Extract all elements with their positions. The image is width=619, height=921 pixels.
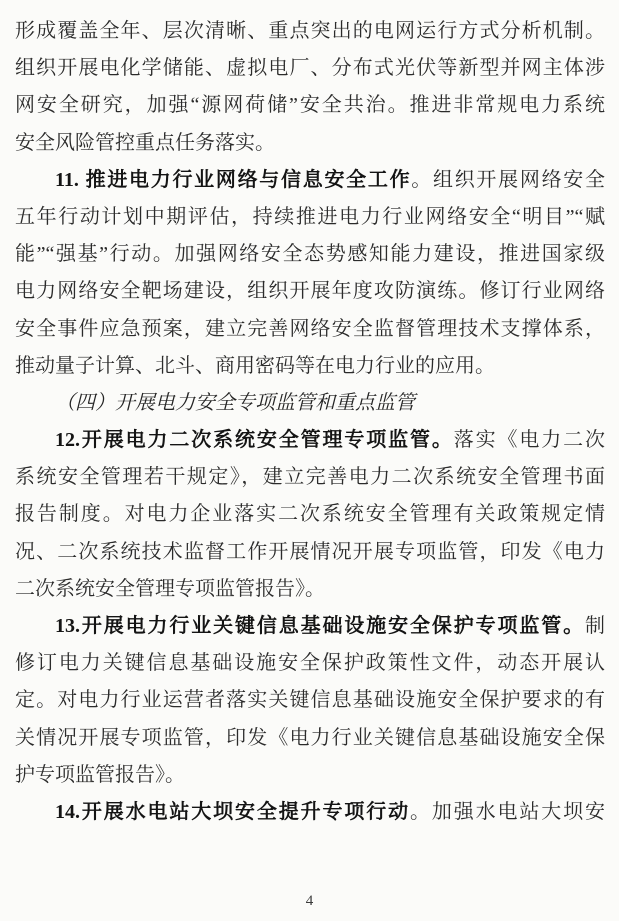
document-line — [15, 311, 605, 348]
line-text: 二次系统安全管理专项监管报告》。 — [15, 577, 325, 600]
line-text: 电力网络安全靶场建设，组织开展年度攻防演练。修订行业网络 — [15, 280, 605, 303]
document-line — [15, 199, 605, 236]
page-number: 4 — [305, 893, 314, 909]
document-line-heading-13 — [15, 608, 605, 645]
line-text: 安全风险管控重点任务落实。 — [15, 131, 275, 154]
document-line-section-4 — [15, 385, 605, 422]
line-text: 五年行动计划中期评估，持续推进电力行业网络安全“明目”“赋 — [15, 205, 605, 228]
document-line — [15, 496, 605, 533]
line-text: 组织开展电化学储能、虚拟电厂、分布式光伏等新型并网主体涉 — [15, 57, 605, 80]
heading-bold-text: 12.开展电力二次系统安全管理专项监管。 — [55, 429, 454, 452]
section-heading-text: （四）开展电力安全专项监管和重点监管 — [55, 391, 415, 414]
line-text: 推动量子计算、北斗、商用密码等在电力行业的应用。 — [15, 354, 495, 377]
heading-bold-text: 14.开展水电站大坝安全提升专项行动 — [55, 800, 410, 823]
document-line — [15, 534, 605, 571]
line-text: 定。对电力行业运营者落实关键信息基础设施安全保护要求的有 — [15, 689, 605, 712]
line-text: 。加强水电站大坝安 — [410, 800, 605, 823]
line-text: 落实《电力二次 — [453, 429, 605, 452]
document-line — [15, 13, 605, 50]
document-line — [15, 348, 605, 385]
document-line — [15, 682, 605, 719]
document-line-heading-11 — [15, 162, 605, 199]
document-line — [15, 645, 605, 682]
line-text: 修订电力关键信息基础设施安全保护政策性文件，动态开展认 — [15, 652, 605, 675]
document-line — [15, 757, 605, 794]
document-line — [15, 87, 605, 124]
line-text: 系统安全管理若干规定》，建立完善电力二次系统安全管理书面 — [15, 466, 605, 489]
line-text: 制 — [585, 615, 605, 637]
line-text: 关情况开展专项监管，印发《电力行业关键信息基础设施安全保 — [15, 726, 605, 749]
line-text: 形成覆盖全年、层次清晰、重点突出的电网运行方式分析机制。 — [15, 20, 605, 42]
line-text: 况、二次系统技术监督工作开展情况开展专项监管，印发《电力 — [15, 540, 605, 563]
document-line — [15, 50, 605, 87]
heading-bold-text: 13.开展电力行业关键信息基础设施安全保护专项监管。 — [55, 615, 585, 637]
document-text-block — [15, 13, 605, 831]
document-line — [15, 459, 605, 496]
line-text: 报告制度。对电力企业落实二次系统安全管理有关政策规定情 — [15, 503, 605, 526]
document-line-heading-14 — [15, 794, 605, 831]
line-text: 。组织开展网络安全 — [411, 168, 605, 191]
document-line — [15, 273, 605, 310]
line-text: 安全事件应急预案，建立完善网络安全监督管理技术支撑体系， — [15, 317, 605, 340]
document-line — [15, 236, 605, 273]
line-text: 护专项监管报告》。 — [15, 763, 185, 786]
document-line — [15, 720, 605, 757]
line-text: 能”“强基”行动。加强网络安全态势感知能力建设，推进国家级 — [15, 243, 605, 266]
line-text: 网安全研究，加强“源网荷储”安全共治。推进非常规电力系统 — [15, 94, 605, 117]
document-line — [15, 125, 605, 162]
heading-bold-text: 11. 推进电力行业网络与信息安全工作 — [55, 168, 412, 191]
document-line-heading-12 — [15, 422, 605, 459]
document-line — [15, 571, 605, 608]
